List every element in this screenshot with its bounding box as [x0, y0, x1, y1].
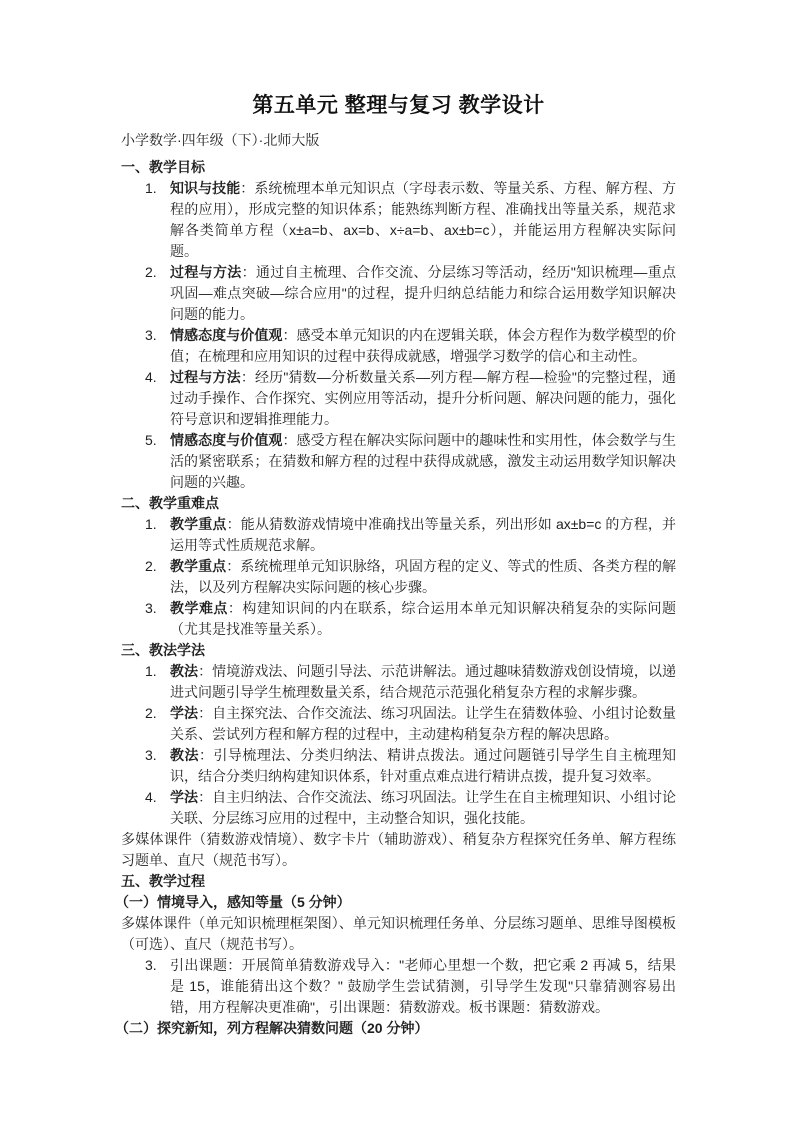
- method-item-text: ：自主探究法、合作交流法、练习巩固法。让学生在猜数体验、小组讨论数量关系、尝试列方程和解方程的过程中，主动建构稍复杂方程的解决思路。: [170, 705, 677, 742]
- method-item-label: 学法: [170, 789, 199, 805]
- section-heading-process: 五、教学过程: [121, 873, 205, 889]
- goal-item-text: ：感受本单元知识的内在逻辑关联，体会方程作为数学模型的价值；在梳理和应用知识的过程中获得成就感，增强学习数学的信心和主动性。: [170, 327, 677, 364]
- goal-item-text: ：通过自主梳理、合作交流、分层练习等活动，经历"知识梳理—重点巩固—难点突破—综合应用"的过程，提升归纳总结能力和综合运用数学知识解决问题的能力。: [170, 264, 677, 322]
- stage1-item: [121, 955, 676, 1018]
- method-item: [121, 703, 676, 745]
- goal-item-number: 3.: [145, 327, 157, 343]
- focus-item-label: 教学重点: [170, 516, 227, 532]
- focus-item-text: ：系统梳理单元知识脉络，巩固方程的定义、等式的性质、各类方程的解法，以及列方程解决实际问题的核心步骤。: [170, 558, 677, 595]
- method-item-number: 3.: [145, 747, 157, 763]
- goal-item-text: ：感受方程在解决实际问题中的趣味性和实用性，体会数学与生活的紧密联系；在猜数和解方程的过程中获得成就感，激发主动运用数学知识解决问题的兴趣。: [170, 432, 677, 490]
- method-item-text: ：自主归纳法、合作交流法、练习巩固法。让学生在自主梳理知识、小组讨论关联、分层练习应用的过程中，主动整合知识，强化技能。: [170, 789, 677, 826]
- stage1-item-number: 3.: [145, 957, 157, 973]
- method-item-label: 学法: [170, 705, 199, 721]
- method-item-label: 教法: [170, 747, 199, 763]
- document-subtitle: 小学数学·四年级（下）·北师大版: [121, 132, 320, 148]
- goal-item-text: ：经历"猜数—分析数量关系—列方程—解方程—检验"的完整过程，通过动手操作、合作探究、实例应用等活动，提升分析问题、解决问题的能力，强化符号意识和逻辑推理能力。: [170, 369, 676, 427]
- goal-item-number: 5.: [145, 432, 157, 448]
- stage1-item-text: 引出课题：开展简单猜数游戏导入："老师心里想一个数，把它乘 2 再减 5，结果是 15，谁能猜出这个数？" 鼓励学生尝试猜测，引导学生发现"只靠猜测容易出错，用方程解决更准确"，引出课题：猜数游戏。板书课题：猜数游戏。: [170, 957, 676, 1015]
- focus-item: [121, 556, 676, 598]
- stage1-materials-paragraph: 多媒体课件（单元知识梳理框架图）、单元知识梳理任务单、分层练习题单、思维导图模板（可选）、直尺（规范书写）。: [121, 915, 676, 952]
- goal-item: [121, 367, 676, 430]
- method-item: [121, 661, 676, 703]
- goal-item-label: 情感态度与价值观: [170, 327, 283, 343]
- materials-paragraph: 多媒体课件（猜数游戏情境）、数字卡片（辅助游戏）、稍复杂方程探究任务单、解方程练习题单、直尺（规范书写）。: [121, 831, 676, 868]
- method-item-number: 2.: [145, 705, 157, 721]
- goal-item-label: 过程与方法: [170, 264, 242, 280]
- method-item-number: 4.: [145, 789, 157, 805]
- focus-item: [121, 598, 676, 640]
- focus-item-text: ：能从猜数游戏情境中准确找出等量关系，列出形如 ax±b=c 的方程，并运用等式性质规范求解。: [170, 516, 677, 553]
- method-item-label: 教法: [170, 663, 199, 679]
- section-heading-focus: 二、教学重难点: [121, 495, 219, 511]
- focus-item-number: 1.: [145, 516, 157, 532]
- section-heading-goals: 一、教学目标: [121, 159, 205, 175]
- goal-item-label: 知识与技能: [170, 180, 241, 196]
- focus-item-label: 教学重点: [170, 558, 227, 574]
- goal-item-label: 过程与方法: [170, 369, 241, 385]
- document-title: 第五单元 整理与复习 教学设计: [252, 94, 545, 117]
- goal-item-number: 2.: [145, 264, 157, 280]
- process-stage2-title: （二）探究新知，列方程解决猜数问题（20 分钟）: [115, 1020, 429, 1036]
- goal-item-number: 1.: [145, 180, 157, 196]
- goal-item-label: 情感态度与价值观: [170, 432, 283, 448]
- goal-item: [121, 262, 676, 325]
- focus-item-number: 2.: [145, 558, 157, 574]
- method-item: [121, 787, 676, 829]
- goal-item-number: 4.: [145, 369, 157, 385]
- method-item: [121, 745, 676, 787]
- focus-item-label: 教学难点: [170, 600, 228, 616]
- method-item-number: 1.: [145, 663, 157, 679]
- goal-item-text: ：系统梳理本单元知识点（字母表示数、等量关系、方程、解方程、方程的应用），形成完整的知识体系；能熟练判断方程、准确找出等量关系，规范求解各类简单方程（x±a=b、ax=b、x÷a=b、ax±b=c），并能运用方程解决实际问题。: [170, 180, 677, 259]
- goal-item: [121, 178, 676, 262]
- focus-item-text: ：构建知识间的内在联系，综合运用本单元知识解决稍复杂的实际问题（尤其是找准等量关系）。: [170, 600, 677, 637]
- method-item-text: ：情境游戏法、问题引导法、示范讲解法。通过趣味猜数游戏创设情境，以递进式问题引导学生梳理数量关系，结合规范示范强化稍复杂方程的求解步骤。: [170, 663, 677, 700]
- focus-item-number: 3.: [145, 600, 157, 616]
- process-stage1-title: （一）情境导入，感知等量（5 分钟）: [115, 894, 351, 910]
- goal-item: [121, 430, 676, 493]
- method-item-text: ：引导梳理法、分类归纳法、精讲点拨法。通过问题链引导学生自主梳理知识，结合分类归纳构建知识体系，针对重点难点进行精讲点拨，提升复习效率。: [170, 747, 677, 784]
- goal-item: [121, 325, 676, 367]
- focus-item: [121, 514, 676, 556]
- section-heading-methods: 三、教法学法: [121, 642, 205, 658]
